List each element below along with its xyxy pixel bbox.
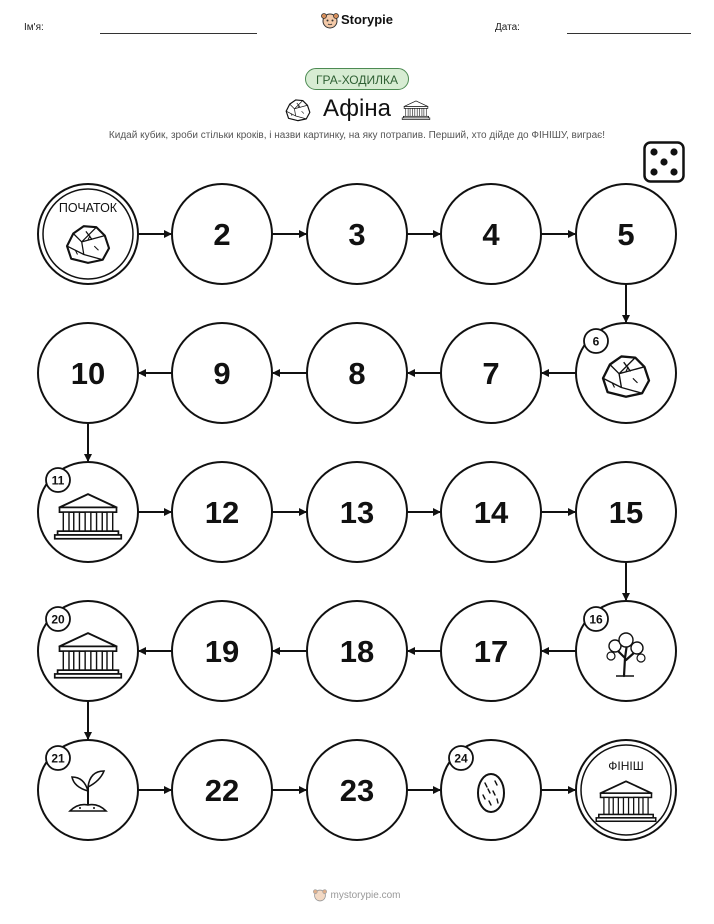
cell-number: 18 bbox=[339, 634, 375, 669]
board-cell-18 bbox=[307, 601, 407, 701]
board-cell-7 bbox=[441, 323, 541, 423]
board-cell-5 bbox=[576, 184, 676, 284]
cell-number: 20 bbox=[51, 612, 65, 627]
board-cell-4 bbox=[441, 184, 541, 284]
cell-number: 6 bbox=[592, 334, 600, 349]
cell-number: 13 bbox=[339, 495, 375, 530]
cell-number: 15 bbox=[608, 495, 644, 530]
board-cell-22 bbox=[172, 740, 272, 840]
cell-number: 11 bbox=[51, 473, 65, 488]
start-label: ПОЧАТОК bbox=[58, 201, 118, 215]
instructions: Кидай кубик, зроби стільки кроків, і назви картинку, на яку потрапив. Перший, хто дійде до ФІНІШУ, виграє! bbox=[108, 130, 606, 141]
cell-number: 10 bbox=[70, 356, 106, 391]
footer-url[interactable]: mystorypie.com bbox=[330, 890, 401, 902]
cell-number: 9 bbox=[213, 356, 231, 391]
cell-number: 4 bbox=[482, 217, 500, 252]
cell-number: 24 bbox=[454, 751, 468, 766]
finish-label: ФІНІШ bbox=[608, 759, 644, 773]
board-cell-23 bbox=[307, 740, 407, 840]
board-cell-24 bbox=[441, 740, 541, 840]
board-cell-11 bbox=[38, 462, 138, 562]
cell-number: 14 bbox=[473, 495, 509, 530]
cell-number: 3 bbox=[348, 217, 366, 252]
cell-number: 7 bbox=[482, 356, 500, 391]
board-cell-8 bbox=[307, 323, 407, 423]
cell-number: 2 bbox=[213, 217, 231, 252]
board-cell-25 bbox=[576, 740, 676, 840]
board-cell-15 bbox=[576, 462, 676, 562]
board-cell-2 bbox=[172, 184, 272, 284]
board-cell-13 bbox=[307, 462, 407, 562]
cell-number: 22 bbox=[204, 773, 240, 808]
cell-number: 5 bbox=[617, 217, 635, 252]
footer bbox=[0, 889, 714, 902]
game-type-badge: ГРА-ХОДИЛКА bbox=[305, 68, 409, 90]
board-cell-1 bbox=[38, 184, 138, 284]
board-cell-17 bbox=[441, 601, 541, 701]
cell-number: 12 bbox=[204, 495, 240, 530]
page-title: Афіна bbox=[323, 95, 391, 122]
cell-number: 17 bbox=[473, 634, 509, 669]
board-cell-21 bbox=[38, 740, 138, 840]
board-cell-20 bbox=[38, 601, 138, 701]
cell-number: 8 bbox=[348, 356, 366, 391]
board-cell-16 bbox=[576, 601, 676, 701]
olive-seed-icon bbox=[478, 774, 504, 812]
board-cell-3 bbox=[307, 184, 407, 284]
name-label: Ім'я: bbox=[24, 22, 44, 33]
brand-name: Storypie bbox=[340, 12, 393, 27]
board-cell-19 bbox=[172, 601, 272, 701]
board-cell-6 bbox=[576, 323, 676, 423]
cell-number: 23 bbox=[339, 773, 375, 808]
board-cell-14 bbox=[441, 462, 541, 562]
cell-number: 19 bbox=[204, 634, 240, 669]
board-cell-10 bbox=[38, 323, 138, 423]
storypie-logo-icon bbox=[313, 889, 327, 902]
cell-number: 21 bbox=[51, 751, 65, 766]
date-label: Дата: bbox=[495, 22, 520, 33]
board-cell-9 bbox=[172, 323, 272, 423]
board-cell-12 bbox=[172, 462, 272, 562]
cell-number: 16 bbox=[589, 612, 603, 627]
